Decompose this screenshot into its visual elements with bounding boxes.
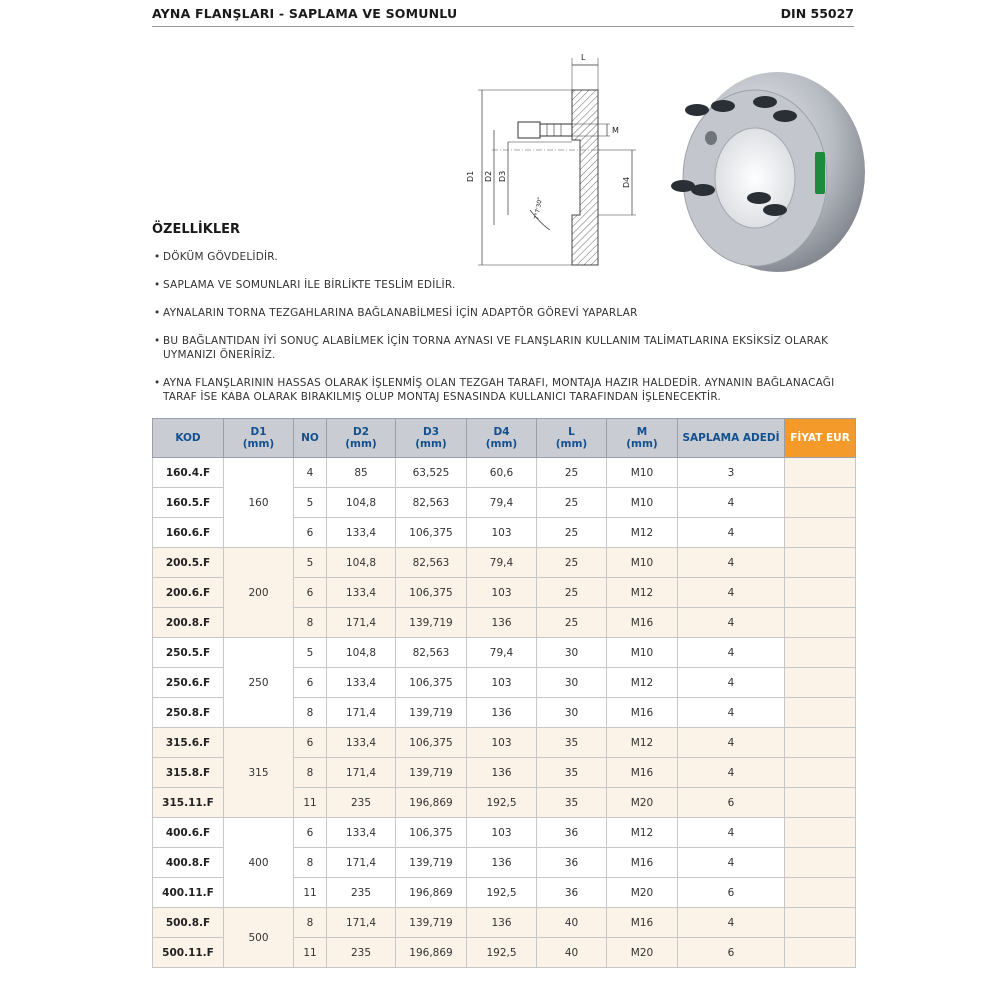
- cell-d1: 315: [224, 728, 294, 818]
- cell-d4: 192,5: [467, 938, 537, 968]
- cell-price: [785, 788, 856, 818]
- cell-d3: 82,563: [396, 638, 467, 668]
- cell-l: 30: [537, 668, 607, 698]
- cell-saplama: 3: [678, 458, 785, 488]
- cell-kod: 500.11.F: [153, 938, 224, 968]
- cell-d4: 136: [467, 608, 537, 638]
- cell-no: 8: [294, 698, 327, 728]
- cell-kod: 400.6.F: [153, 818, 224, 848]
- cell-saplama: 4: [678, 908, 785, 938]
- table-row: [153, 548, 856, 578]
- cell-l: 25: [537, 578, 607, 608]
- cell-m: M16: [607, 698, 678, 728]
- cell-d3: 82,563: [396, 488, 467, 518]
- cell-m: M10: [607, 458, 678, 488]
- drawing-label-angle: 7°7'30": [533, 196, 544, 221]
- col-header-no: NO: [294, 419, 327, 458]
- cell-no: 6: [294, 668, 327, 698]
- cell-d4: 79,4: [467, 488, 537, 518]
- cell-d1: 160: [224, 458, 294, 548]
- cell-l: 25: [537, 518, 607, 548]
- cell-d3: 106,375: [396, 728, 467, 758]
- cell-d4: 60,6: [467, 458, 537, 488]
- cell-d3: 106,375: [396, 518, 467, 548]
- cell-kod: 200.6.F: [153, 578, 224, 608]
- cell-kod: 250.8.F: [153, 698, 224, 728]
- cell-l: 30: [537, 638, 607, 668]
- cell-kod: 160.4.F: [153, 458, 224, 488]
- cell-price: [785, 518, 856, 548]
- cell-price: [785, 848, 856, 878]
- cell-l: 36: [537, 848, 607, 878]
- table-body: [153, 458, 856, 968]
- cell-l: 25: [537, 608, 607, 638]
- cell-price: [785, 698, 856, 728]
- cell-d4: 136: [467, 698, 537, 728]
- cell-price: [785, 758, 856, 788]
- cell-price: [785, 638, 856, 668]
- cell-price: [785, 608, 856, 638]
- cell-d4: 192,5: [467, 878, 537, 908]
- cell-d2: 133,4: [327, 668, 396, 698]
- cell-saplama: 6: [678, 878, 785, 908]
- cell-l: 35: [537, 788, 607, 818]
- cell-m: M16: [607, 608, 678, 638]
- cell-no: 8: [294, 848, 327, 878]
- cell-kod: 160.6.F: [153, 518, 224, 548]
- table-row: [153, 638, 856, 668]
- cell-l: 36: [537, 818, 607, 848]
- drawing-label-d3: D3: [498, 170, 507, 182]
- cell-price: [785, 908, 856, 938]
- cell-d3: 196,869: [396, 788, 467, 818]
- cell-d4: 136: [467, 848, 537, 878]
- cell-saplama: 4: [678, 578, 785, 608]
- cell-d2: 133,4: [327, 728, 396, 758]
- cell-saplama: 4: [678, 668, 785, 698]
- cell-price: [785, 938, 856, 968]
- feature-item: • AYNALARIN TORNA TEZGAHLARINA BAĞLANABİLMESİ İÇİN ADAPTÖR GÖREVİ YAPARLAR: [152, 306, 852, 320]
- cell-d4: 79,4: [467, 638, 537, 668]
- cell-m: M12: [607, 818, 678, 848]
- col-header-d4: D4 (mm): [467, 419, 537, 458]
- cell-d2: 104,8: [327, 548, 396, 578]
- cell-m: M16: [607, 848, 678, 878]
- cell-d3: 106,375: [396, 668, 467, 698]
- cell-saplama: 4: [678, 698, 785, 728]
- cell-no: 11: [294, 878, 327, 908]
- header-divider: [152, 26, 854, 27]
- cell-d1: 400: [224, 818, 294, 908]
- cell-d2: 235: [327, 878, 396, 908]
- cell-d2: 85: [327, 458, 396, 488]
- col-header-m: M (mm): [607, 419, 678, 458]
- cell-m: M10: [607, 548, 678, 578]
- cell-m: M20: [607, 938, 678, 968]
- cell-no: 8: [294, 608, 327, 638]
- cell-d3: 106,375: [396, 818, 467, 848]
- cell-d4: 103: [467, 578, 537, 608]
- cell-l: 36: [537, 878, 607, 908]
- cell-d2: 171,4: [327, 698, 396, 728]
- cell-d3: 139,719: [396, 848, 467, 878]
- cell-d4: 103: [467, 728, 537, 758]
- cell-no: 5: [294, 548, 327, 578]
- cell-l: 35: [537, 728, 607, 758]
- cell-d4: 136: [467, 758, 537, 788]
- cell-d4: 103: [467, 668, 537, 698]
- cell-d2: 171,4: [327, 758, 396, 788]
- cell-price: [785, 488, 856, 518]
- cell-d3: 196,869: [396, 938, 467, 968]
- cell-price: [785, 578, 856, 608]
- cell-d2: 235: [327, 938, 396, 968]
- drawing-label-d1: D1: [466, 170, 475, 182]
- cell-d2: 171,4: [327, 608, 396, 638]
- cell-no: 5: [294, 488, 327, 518]
- drawing-label-m: M: [612, 126, 619, 135]
- cell-no: 6: [294, 578, 327, 608]
- features-list: [152, 250, 852, 404]
- drawing-label-l: L: [581, 53, 586, 62]
- cell-m: M16: [607, 908, 678, 938]
- cell-d3: 196,869: [396, 878, 467, 908]
- cell-m: M16: [607, 758, 678, 788]
- cell-m: M10: [607, 488, 678, 518]
- cell-kod: 200.8.F: [153, 608, 224, 638]
- cell-no: 6: [294, 518, 327, 548]
- cell-no: 11: [294, 788, 327, 818]
- cell-saplama: 4: [678, 728, 785, 758]
- col-header-d3: D3 (mm): [396, 419, 467, 458]
- flange-photo-icon: [655, 50, 865, 275]
- cell-saplama: 4: [678, 488, 785, 518]
- cell-kod: 315.11.F: [153, 788, 224, 818]
- cell-d3: 139,719: [396, 698, 467, 728]
- cell-saplama: 4: [678, 608, 785, 638]
- table-row: [153, 728, 856, 758]
- cell-d4: 136: [467, 908, 537, 938]
- cell-d4: 192,5: [467, 788, 537, 818]
- cell-kod: 200.5.F: [153, 548, 224, 578]
- cell-l: 25: [537, 548, 607, 578]
- cell-m: M20: [607, 788, 678, 818]
- cell-d3: 139,719: [396, 908, 467, 938]
- cell-saplama: 6: [678, 788, 785, 818]
- cell-saplama: 4: [678, 758, 785, 788]
- cell-d4: 103: [467, 518, 537, 548]
- cell-d4: 103: [467, 818, 537, 848]
- cell-d2: 133,4: [327, 578, 396, 608]
- cell-l: 30: [537, 698, 607, 728]
- feature-item: • AYNA FLANŞLARININ HASSAS OLARAK İŞLENMİŞ OLAN TEZGAH TARAFI, MONTAJA HAZIR HALDEDİR. AYNANIN BAĞLANACAĞI TARAF İSE KABA OLARAK BIRAKILMIŞ OLUP MONTAJ ESNASINDA KULLANICI TARAFINDAN İŞLENECEKTİR.: [152, 376, 852, 404]
- cell-d2: 133,4: [327, 818, 396, 848]
- cell-l: 40: [537, 938, 607, 968]
- feature-item: • DÖKÜM GÖVDELİDİR.: [152, 250, 852, 264]
- drawing-label-d2: D2: [484, 170, 493, 182]
- cell-d2: 133,4: [327, 518, 396, 548]
- table-header-row: [153, 419, 856, 458]
- cell-no: 5: [294, 638, 327, 668]
- col-header-saplama: SAPLAMA ADEDİ: [678, 419, 785, 458]
- cell-d2: 171,4: [327, 908, 396, 938]
- cell-d2: 104,8: [327, 638, 396, 668]
- cell-saplama: 6: [678, 938, 785, 968]
- cell-kod: 250.5.F: [153, 638, 224, 668]
- cell-d1: 500: [224, 908, 294, 968]
- cell-d2: 171,4: [327, 848, 396, 878]
- cell-m: M12: [607, 728, 678, 758]
- cell-d3: 106,375: [396, 578, 467, 608]
- table-row: [153, 458, 856, 488]
- cell-m: M12: [607, 578, 678, 608]
- cell-d1: 250: [224, 638, 294, 728]
- cell-m: M12: [607, 668, 678, 698]
- cell-price: [785, 728, 856, 758]
- feature-item: • BU BAĞLANTIDAN İYİ SONUÇ ALABİLMEK İÇİN TORNA AYNASI VE FLANŞLARIN KULLANIM TALİMATLARINA EKSİKSİZ OLARAK UYMANIZI ÖNERİRİZ.: [152, 334, 852, 362]
- cell-price: [785, 668, 856, 698]
- col-header-l: L (mm): [537, 419, 607, 458]
- feature-item: • SAPLAMA VE SOMUNLARI İLE BİRLİKTE TESLİM EDİLİR.: [152, 278, 852, 292]
- cell-d4: 79,4: [467, 548, 537, 578]
- cell-m: M20: [607, 878, 678, 908]
- cell-d2: 235: [327, 788, 396, 818]
- drawing-label-d4: D4: [622, 176, 631, 188]
- col-header-d1: D1 (mm): [224, 419, 294, 458]
- cell-price: [785, 548, 856, 578]
- cell-kod: 400.11.F: [153, 878, 224, 908]
- cell-l: 35: [537, 758, 607, 788]
- cell-d3: 139,719: [396, 758, 467, 788]
- cell-no: 6: [294, 818, 327, 848]
- page-header-title: AYNA FLANŞLARI - SAPLAMA VE SOMUNLU: [152, 6, 458, 21]
- cell-l: 25: [537, 488, 607, 518]
- cell-m: M10: [607, 638, 678, 668]
- table-row: [153, 818, 856, 848]
- cell-saplama: 4: [678, 638, 785, 668]
- cell-saplama: 4: [678, 548, 785, 578]
- cell-saplama: 4: [678, 848, 785, 878]
- col-header-kod: KOD: [153, 419, 224, 458]
- cell-d3: 82,563: [396, 548, 467, 578]
- cell-kod: 315.8.F: [153, 758, 224, 788]
- cell-price: [785, 458, 856, 488]
- cell-d2: 104,8: [327, 488, 396, 518]
- cell-l: 25: [537, 458, 607, 488]
- cell-kod: 400.8.F: [153, 848, 224, 878]
- page-header-standard: DIN 55027: [780, 6, 854, 21]
- cell-d3: 139,719: [396, 608, 467, 638]
- cell-d1: 200: [224, 548, 294, 638]
- flange-spec-table: [152, 418, 856, 968]
- flange-cross-section-drawing-icon: [452, 50, 672, 270]
- cell-saplama: 4: [678, 518, 785, 548]
- cell-kod: 160.5.F: [153, 488, 224, 518]
- cell-no: 4: [294, 458, 327, 488]
- cell-kod: 315.6.F: [153, 728, 224, 758]
- cell-kod: 250.6.F: [153, 668, 224, 698]
- features-title: ÖZELLİKLER: [152, 222, 241, 237]
- cell-m: M12: [607, 518, 678, 548]
- cell-no: 8: [294, 908, 327, 938]
- cell-price: [785, 878, 856, 908]
- cell-saplama: 4: [678, 818, 785, 848]
- table-row: [153, 908, 856, 938]
- cell-l: 40: [537, 908, 607, 938]
- cell-d3: 63,525: [396, 458, 467, 488]
- col-header-price: FİYAT EUR: [785, 419, 856, 458]
- col-header-d2: D2 (mm): [327, 419, 396, 458]
- cell-price: [785, 818, 856, 848]
- cell-no: 6: [294, 728, 327, 758]
- cell-no: 11: [294, 938, 327, 968]
- cell-no: 8: [294, 758, 327, 788]
- cell-kod: 500.8.F: [153, 908, 224, 938]
